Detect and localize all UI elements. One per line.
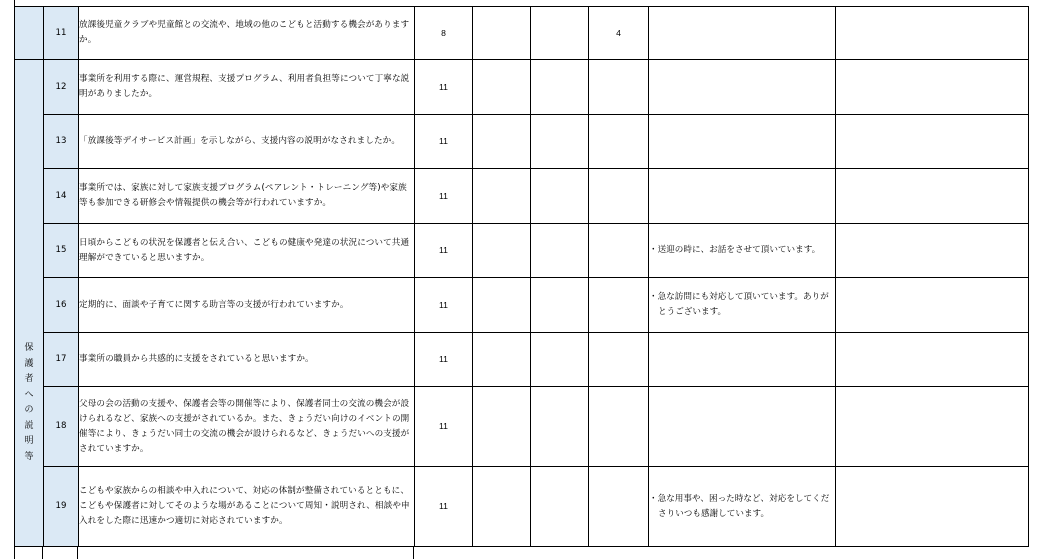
count-cell-2: [473, 60, 531, 115]
table-row: [15, 387, 1029, 467]
question-number: 11: [44, 7, 79, 60]
count-cell-3: [531, 278, 589, 333]
count-cell-4: 4: [589, 7, 649, 60]
remarks-cell: [836, 387, 1029, 467]
question-number: 18: [44, 387, 79, 467]
count-cell-2: [473, 387, 531, 467]
comment-cell: ・急な訪問にも対応して頂いています。ありがとうございます。: [649, 278, 836, 333]
count-cell-3: [531, 169, 589, 224]
question-number: 19: [44, 467, 79, 547]
table-row: [15, 278, 1029, 333]
comment-cell: [649, 115, 836, 169]
count-cell-3: [531, 60, 589, 115]
remarks-cell: [836, 224, 1029, 278]
question-text: こどもや家族からの相談や申入れについて、対応の体制が整備されているとともに、こどもや保護者に対してそのような場があることについて周知・説明され、相談や申入れをした際に迅速かつ適切に対応されていますか。: [79, 467, 415, 547]
count-cell-3: [531, 224, 589, 278]
question-text: 放課後児童クラブや児童館との交流や、地域の他のこどもと活動する機会がありますか。: [79, 7, 415, 60]
yes-count: 11: [415, 60, 473, 115]
remarks-cell: [836, 115, 1029, 169]
count-cell-2: [473, 169, 531, 224]
count-cell-4: [589, 224, 649, 278]
comment-cell: ・送迎の時に、お話をさせて頂いています。: [649, 224, 836, 278]
category-label: 保護者への説明等: [24, 343, 34, 462]
count-cell-3: [531, 467, 589, 547]
yes-count: 11: [415, 115, 473, 169]
survey-table: [14, 6, 1029, 547]
count-cell-4: [589, 115, 649, 169]
count-cell-2: [473, 467, 531, 547]
yes-count: 11: [415, 169, 473, 224]
table-row: [15, 115, 1029, 169]
count-cell-4: [589, 60, 649, 115]
yes-count: 11: [415, 333, 473, 387]
count-cell-3: [531, 333, 589, 387]
question-number: 15: [44, 224, 79, 278]
count-cell-2: [473, 333, 531, 387]
number-column-edge: [77, 547, 78, 559]
question-text: 「放課後等デイサービス計画」を示しながら、支援内容の説明がなされましたか。: [79, 115, 415, 169]
yes-count: 8: [415, 7, 473, 60]
question-number: 17: [44, 333, 79, 387]
count-cell-4: [589, 467, 649, 547]
comment-cell: [649, 387, 836, 467]
category-column-edge: [42, 547, 43, 559]
question-number: 12: [44, 60, 79, 115]
count-cell-3: [531, 7, 589, 60]
table-row: [15, 333, 1029, 387]
question-column-edge: [413, 547, 414, 559]
count-cell-4: [589, 387, 649, 467]
table-row: [15, 7, 1029, 60]
comment-cell: ・急な用事や、困った時など、対応をしてくださりいつも感謝しています。: [649, 467, 836, 547]
count-cell-2: [473, 224, 531, 278]
yes-count: 11: [415, 224, 473, 278]
count-cell-2: [473, 115, 531, 169]
remarks-cell: [836, 467, 1029, 547]
table-row: [15, 60, 1029, 115]
yes-count: 11: [415, 387, 473, 467]
count-cell-3: [531, 115, 589, 169]
remarks-cell: [836, 60, 1029, 115]
question-number: 16: [44, 278, 79, 333]
count-cell-4: [589, 333, 649, 387]
question-text: 定期的に、面談や子育てに関する助言等の支援が行われていますか。: [79, 278, 415, 333]
count-cell-2: [473, 7, 531, 60]
category-cell-previous: [15, 7, 44, 60]
question-text: 事業所を利用する際に、運営規程、支援プログラム、利用者負担等について丁寧な説明がありましたか。: [79, 60, 415, 115]
question-text: 事業所の職員から共感的に支援をされていると思いますか。: [79, 333, 415, 387]
remarks-cell: [836, 333, 1029, 387]
comment-cell: [649, 169, 836, 224]
question-text: 父母の会の活動の支援や、保護者会等の開催等により、保護者同士の交流の機会が設けられるなど、家族への支援がされているか。また、きょうだい向けのイベントの開催等により、きょうだい同士の交流の機会が設けられるなど、きょうだいへの支援がされていますか。: [79, 387, 415, 467]
category-cell: [15, 60, 44, 547]
count-cell-4: [589, 278, 649, 333]
table-row: [15, 169, 1029, 224]
remarks-cell: [836, 169, 1029, 224]
question-text: 事業所では、家族に対して家族支援プログラム(ペアレント・トレーニング等)や家族等も参加できる研修会や情報提供の機会等が行われていますか。: [79, 169, 415, 224]
table-row: [15, 467, 1029, 547]
question-text: 日頃からこどもの状況を保護者と伝え合い、こどもの健康や発達の状況について共通理解ができていると思いますか。: [79, 224, 415, 278]
comment-cell: [649, 60, 836, 115]
question-number: 14: [44, 169, 79, 224]
table-left-border-bottom: [14, 547, 15, 559]
yes-count: 11: [415, 467, 473, 547]
comment-cell: [649, 7, 836, 60]
remarks-cell: [836, 278, 1029, 333]
count-cell-4: [589, 169, 649, 224]
count-cell-3: [531, 387, 589, 467]
table-row: [15, 224, 1029, 278]
comment-cell: [649, 333, 836, 387]
remarks-cell: [836, 7, 1029, 60]
question-number: 13: [44, 115, 79, 169]
count-cell-2: [473, 278, 531, 333]
yes-count: 11: [415, 278, 473, 333]
